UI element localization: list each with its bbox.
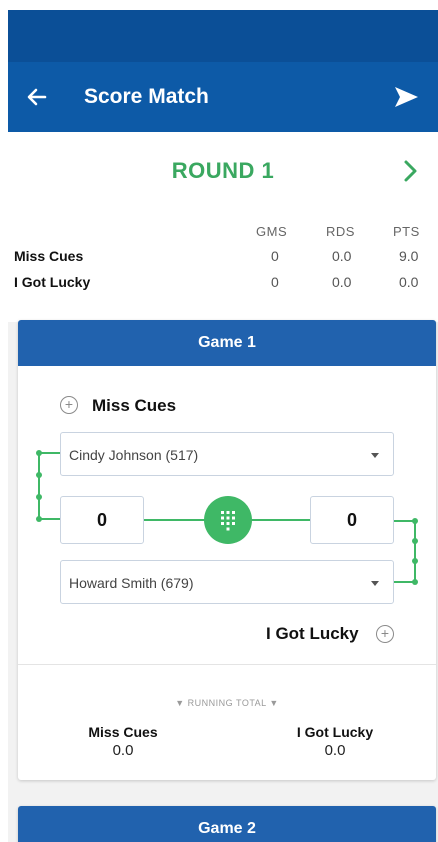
column-header-pts: PTS xyxy=(393,224,420,239)
column-header-gms: GMS xyxy=(256,224,288,239)
team-name: Miss Cues xyxy=(14,248,84,264)
rounds-value: 0.0 xyxy=(332,248,352,264)
running-total-toggle[interactable] xyxy=(18,698,436,708)
add-player-button[interactable] xyxy=(60,396,78,414)
games-value: 0 xyxy=(271,248,279,264)
dropdown-caret-icon xyxy=(371,581,379,586)
page-title: Score Match xyxy=(84,85,209,108)
dropdown-caret-icon xyxy=(371,453,379,458)
bracket-dot xyxy=(36,494,42,500)
next-round-button[interactable] xyxy=(400,156,422,186)
bracket-dot xyxy=(412,579,418,585)
standings-row xyxy=(14,274,438,290)
away-player-value: Howard Smith (679) xyxy=(69,575,194,591)
games-value: 0 xyxy=(271,274,279,290)
add-circle-icon: + xyxy=(380,625,390,641)
back-button[interactable] xyxy=(26,80,60,114)
bracket-line xyxy=(38,452,40,520)
team-name: I Got Lucky xyxy=(14,274,91,290)
running-total-label: RUNNING TOTAL xyxy=(187,698,267,708)
home-player-value: Cindy Johnson (517) xyxy=(69,447,199,463)
away-team-label: I Got Lucky xyxy=(266,624,359,643)
chevron-right-icon xyxy=(400,156,422,186)
running-total-home-value: 0.0 xyxy=(112,742,134,759)
home-score-input[interactable]: 0 xyxy=(60,496,144,544)
round-summary xyxy=(8,132,438,322)
send-button[interactable] xyxy=(392,83,420,111)
game-card xyxy=(18,806,436,842)
game-header[interactable]: Game 2 xyxy=(18,806,436,842)
running-total-away-team: I Got Lucky xyxy=(296,724,374,740)
bracket-dot xyxy=(412,558,418,564)
column-header-rds: RDS xyxy=(326,224,355,239)
send-icon xyxy=(392,83,420,111)
away-score-input[interactable]: 0 xyxy=(310,496,394,544)
bracket-dot xyxy=(36,450,42,456)
away-player-select[interactable] xyxy=(60,560,394,604)
round-title: ROUND 1 xyxy=(171,158,275,183)
app-bar xyxy=(8,62,438,132)
points-value: 0.0 xyxy=(399,274,419,290)
keypad-icon xyxy=(204,496,252,544)
standings-row xyxy=(14,248,438,264)
bracket-dot xyxy=(412,538,418,544)
bracket-line xyxy=(414,520,416,582)
game-header: Game 1 xyxy=(18,320,436,366)
game-card xyxy=(18,320,436,780)
keypad-button[interactable] xyxy=(204,496,252,544)
bracket-dot xyxy=(36,516,42,522)
screen xyxy=(8,10,438,842)
chevron-down-icon: ▼ xyxy=(175,698,185,708)
chevron-down-icon: ▼ xyxy=(269,698,279,708)
bracket-dot xyxy=(36,472,42,478)
back-arrow-icon xyxy=(26,86,48,108)
running-total-away-value: 0.0 xyxy=(324,742,346,759)
rounds-value: 0.0 xyxy=(332,274,352,290)
bracket-dot xyxy=(412,518,418,524)
points-value: 9.0 xyxy=(399,248,419,264)
running-total-home-team: Miss Cues xyxy=(88,724,158,740)
home-team-label: Miss Cues xyxy=(92,396,177,415)
home-player-select[interactable] xyxy=(60,432,394,476)
add-player-button[interactable] xyxy=(376,625,394,643)
add-circle-icon: + xyxy=(64,396,74,412)
status-bar xyxy=(8,10,438,62)
divider xyxy=(18,664,436,665)
